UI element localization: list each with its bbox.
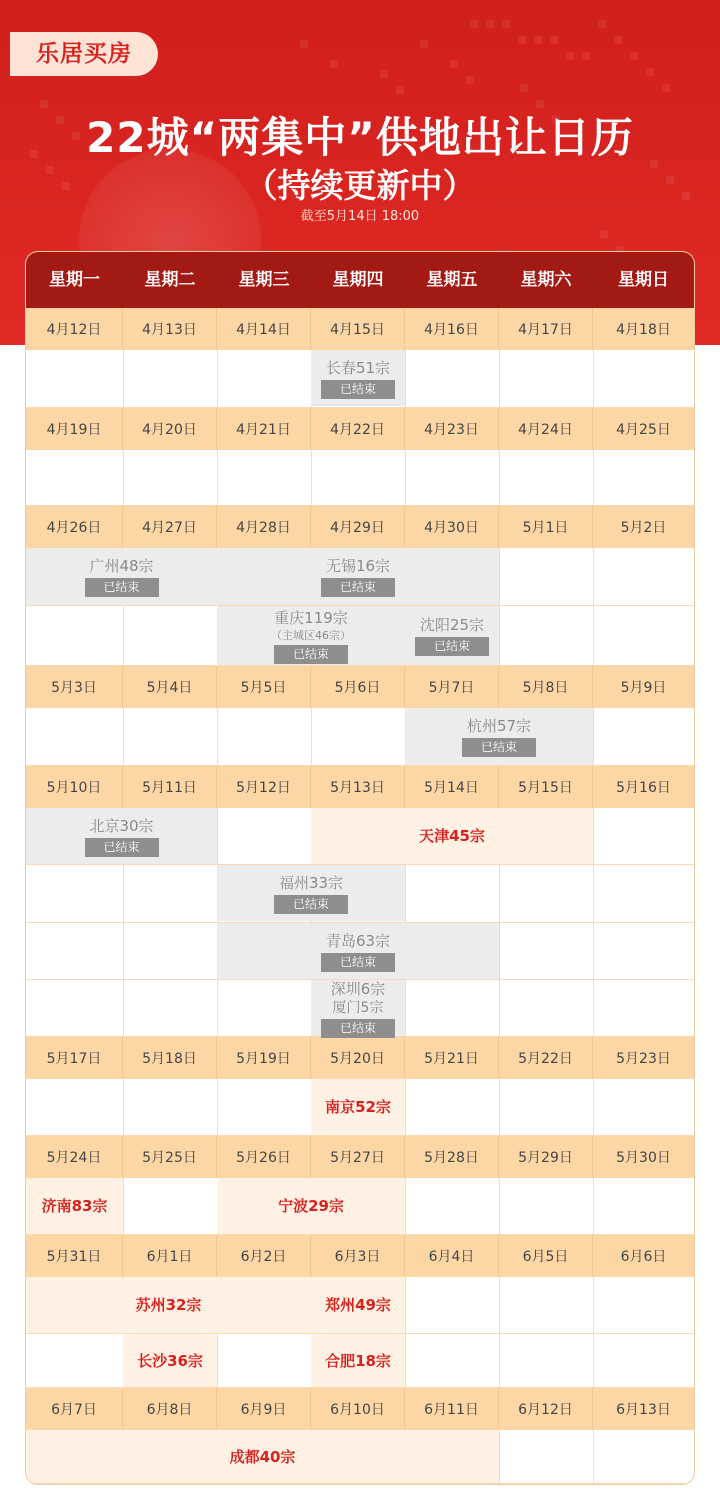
auction-event[interactable] [311, 350, 405, 406]
event-note: 厦门5宗 [332, 999, 384, 1016]
column-divider [499, 1430, 500, 1484]
ended-badge: 已结束 [321, 380, 395, 399]
weekday-label: 星期一 [49, 270, 100, 290]
column-divider [123, 450, 124, 506]
column-divider [499, 1178, 500, 1235]
column-divider [217, 450, 218, 506]
column-divider [123, 980, 124, 1037]
date-cell: 5月31日 [26, 1235, 123, 1277]
date-cell: 5月16日 [616, 780, 671, 796]
column-divider [593, 708, 594, 766]
date-cell: 4月23日 [405, 408, 499, 450]
column-divider [123, 350, 124, 408]
ended-badge: 已结束 [85, 838, 159, 857]
event-city-count: 成都40宗 [229, 1447, 296, 1466]
date-cell: 5月25日 [123, 1136, 217, 1178]
column-divider [593, 1430, 594, 1484]
date-cell: 4月28日 [217, 506, 311, 548]
column-divider [593, 1079, 594, 1136]
date-cell: 4月25日 [616, 422, 671, 438]
date-row [26, 1235, 694, 1277]
date-cell: 5月26日 [217, 1136, 311, 1178]
column-divider [593, 1277, 594, 1334]
event-city-count: 沈阳25宗 [419, 616, 485, 634]
column-divider [593, 606, 594, 666]
column-divider [405, 1178, 406, 1235]
date-cell: 4月24日 [499, 408, 593, 450]
date-cell: 6月13日 [616, 1402, 671, 1418]
column-divider [593, 1178, 594, 1235]
auction-event[interactable] [405, 708, 593, 765]
date-cell: 5月23日 [616, 1051, 671, 1067]
date-cell: 6月6日 [620, 1249, 667, 1265]
column-divider [593, 1334, 594, 1388]
auction-event[interactable] [311, 1334, 405, 1387]
date-cell: 5月12日 [217, 766, 311, 808]
date-cell: 5月17日 [26, 1037, 123, 1079]
auction-event[interactable] [26, 808, 217, 864]
date-cell: 5月19日 [217, 1037, 311, 1079]
event-city-count: 天津45宗 [419, 827, 485, 845]
page-title: 22城“两集中”供地出让日历 [86, 113, 634, 162]
date-row [26, 308, 694, 350]
column-divider [499, 1079, 500, 1136]
date-cell: 4月22日 [311, 408, 405, 450]
date-cell: 4月12日 [26, 308, 123, 350]
event-city-count: 北京30宗 [89, 816, 154, 835]
event-city-count: 南京52宗 [325, 1098, 391, 1116]
column-divider [499, 923, 500, 980]
auction-event[interactable] [26, 1277, 311, 1333]
date-row [26, 1388, 694, 1430]
date-cell: 5月27日 [311, 1136, 405, 1178]
column-divider [123, 708, 124, 766]
event-city-count: 苏州32宗 [135, 1296, 202, 1314]
date-cell: 4月26日 [26, 506, 123, 548]
column-divider [499, 865, 500, 923]
date-cell: 6月11日 [405, 1388, 499, 1430]
column-divider [405, 450, 406, 506]
date-cell: 4月20日 [123, 408, 217, 450]
date-cell: 6月10日 [311, 1388, 405, 1430]
auction-event[interactable] [217, 1178, 405, 1234]
column-divider [499, 450, 500, 506]
date-row [26, 506, 694, 548]
column-divider [311, 450, 312, 506]
column-divider [593, 450, 594, 506]
column-divider [593, 923, 594, 980]
auction-event[interactable] [26, 1178, 123, 1234]
column-divider [593, 865, 594, 923]
ended-badge: 已结束 [274, 895, 348, 914]
ended-badge: 已结束 [274, 645, 348, 664]
date-cell: 4月16日 [405, 308, 499, 350]
date-row [26, 766, 694, 808]
date-cell: 4月17日 [499, 308, 593, 350]
date-cell: 5月4日 [123, 666, 217, 708]
date-cell: 4月29日 [311, 506, 405, 548]
date-cell: 4月19日 [26, 408, 123, 450]
column-divider [593, 548, 594, 606]
column-divider [405, 350, 406, 408]
column-divider [217, 1334, 218, 1388]
column-divider [217, 980, 218, 1037]
date-cell: 5月14日 [405, 766, 499, 808]
column-divider [593, 350, 594, 408]
date-row [26, 666, 694, 708]
date-cell: 6月9日 [217, 1388, 311, 1430]
page-subtitle: （持续更新中） [244, 166, 476, 205]
date-cell: 5月13日 [311, 766, 405, 808]
event-city-count: 深圳6宗 [330, 979, 386, 998]
date-cell: 5月21日 [405, 1037, 499, 1079]
event-city-count: 合肥18宗 [325, 1351, 391, 1370]
column-divider [123, 1178, 124, 1235]
column-divider [499, 606, 500, 666]
date-cell: 5月3日 [26, 666, 123, 708]
column-divider [123, 1079, 124, 1136]
date-cell: 5月6日 [311, 666, 405, 708]
date-cell: 5月22日 [499, 1037, 593, 1079]
event-city-count: 无锡16宗 [325, 557, 391, 575]
date-cell: 5月28日 [405, 1136, 499, 1178]
event-city-count: 长春51宗 [325, 358, 391, 377]
ended-badge: 已结束 [321, 578, 395, 597]
auction-event[interactable] [405, 606, 499, 665]
date-cell: 5月18日 [123, 1037, 217, 1079]
date-cell: 4月27日 [123, 506, 217, 548]
date-cell: 6月5日 [499, 1235, 593, 1277]
column-divider [217, 1079, 218, 1136]
date-cell: 5月1日 [499, 506, 593, 548]
date-cell: 4月14日 [217, 308, 311, 350]
weekday-header [26, 252, 694, 308]
auction-event[interactable] [217, 606, 405, 665]
weekday-label: 星期日 [618, 270, 669, 290]
event-city-count: 郑州49宗 [325, 1296, 391, 1314]
date-row [26, 1136, 694, 1178]
date-cell: 5月5日 [217, 666, 311, 708]
date-cell: 6月7日 [26, 1388, 123, 1430]
calendar-card [26, 252, 694, 1484]
column-divider [499, 350, 500, 408]
date-cell: 5月30日 [616, 1150, 671, 1166]
date-cell: 5月29日 [499, 1136, 593, 1178]
auction-event[interactable] [26, 548, 217, 605]
column-divider [217, 708, 218, 766]
date-cell: 4月30日 [405, 506, 499, 548]
auction-event[interactable] [217, 865, 405, 921]
column-divider [405, 1277, 406, 1334]
date-cell: 4月15日 [311, 308, 405, 350]
event-city-count: 青岛63宗 [325, 931, 391, 950]
date-cell: 4月21日 [217, 408, 311, 450]
ended-badge: 已结束 [462, 738, 536, 757]
date-row [26, 408, 694, 450]
auction-event[interactable] [26, 1430, 499, 1483]
date-cell: 6月4日 [405, 1235, 499, 1277]
date-cell: 5月10日 [26, 766, 123, 808]
auction-event[interactable] [311, 808, 593, 864]
column-divider [405, 1079, 406, 1136]
weekday-label: 星期二 [144, 270, 196, 290]
auction-event[interactable] [217, 923, 499, 979]
date-cell: 5月7日 [405, 666, 499, 708]
auction-event[interactable] [123, 1334, 217, 1387]
weekday-label: 星期三 [238, 270, 290, 290]
auction-event[interactable] [311, 1079, 405, 1135]
date-cell: 5月24日 [26, 1136, 123, 1178]
event-city-count: 济南83宗 [41, 1197, 108, 1215]
event-city-count: 宁波29宗 [278, 1197, 344, 1215]
event-city-count: 重庆119宗 [274, 608, 348, 627]
column-divider [405, 980, 406, 1037]
event-city-count: 长沙36宗 [137, 1351, 203, 1370]
column-divider [499, 1277, 500, 1334]
column-divider [499, 548, 500, 606]
date-cell: 6月3日 [311, 1235, 405, 1277]
date-cell: 4月13日 [123, 308, 217, 350]
event-city-count: 福州33宗 [278, 873, 344, 892]
column-divider [499, 1334, 500, 1388]
date-cell: 5月20日 [311, 1037, 405, 1079]
column-divider [217, 350, 218, 408]
column-divider [123, 865, 124, 923]
as-of-timestamp: 截至5月14日 18:00 [300, 209, 420, 224]
weekday-label: 星期六 [520, 270, 572, 290]
date-cell: 5月2日 [620, 520, 667, 536]
date-cell: 5月9日 [620, 680, 667, 696]
ended-badge: 已结束 [85, 578, 159, 597]
column-divider [593, 808, 594, 865]
column-divider [217, 808, 218, 865]
column-divider [499, 980, 500, 1037]
event-city-count: 杭州57宗 [466, 717, 532, 735]
weekday-label: 星期四 [332, 270, 384, 290]
event-note: （主城区46宗） [271, 628, 351, 642]
date-cell: 5月15日 [499, 766, 593, 808]
date-cell: 4月18日 [616, 322, 671, 338]
date-cell: 6月2日 [217, 1235, 311, 1277]
column-divider [405, 1334, 406, 1388]
weekday-label: 星期五 [426, 270, 478, 290]
auction-event[interactable] [311, 1277, 405, 1333]
date-cell: 6月1日 [123, 1235, 217, 1277]
date-row [26, 1037, 694, 1079]
brand-logo: 乐居买房 [10, 32, 158, 76]
ended-badge: 已结束 [321, 953, 395, 972]
auction-event[interactable] [217, 548, 499, 605]
column-divider [123, 923, 124, 980]
column-divider [405, 865, 406, 923]
event-city-count: 广州48宗 [89, 557, 154, 575]
date-cell: 6月8日 [123, 1388, 217, 1430]
date-cell: 5月11日 [123, 766, 217, 808]
column-divider [593, 980, 594, 1037]
column-divider [311, 708, 312, 766]
ended-badge: 已结束 [415, 637, 489, 656]
column-divider [123, 606, 124, 666]
date-cell: 6月12日 [499, 1388, 593, 1430]
date-cell: 5月8日 [499, 666, 593, 708]
ended-badge: 已结束 [321, 1019, 395, 1038]
auction-event[interactable] [311, 980, 405, 1036]
